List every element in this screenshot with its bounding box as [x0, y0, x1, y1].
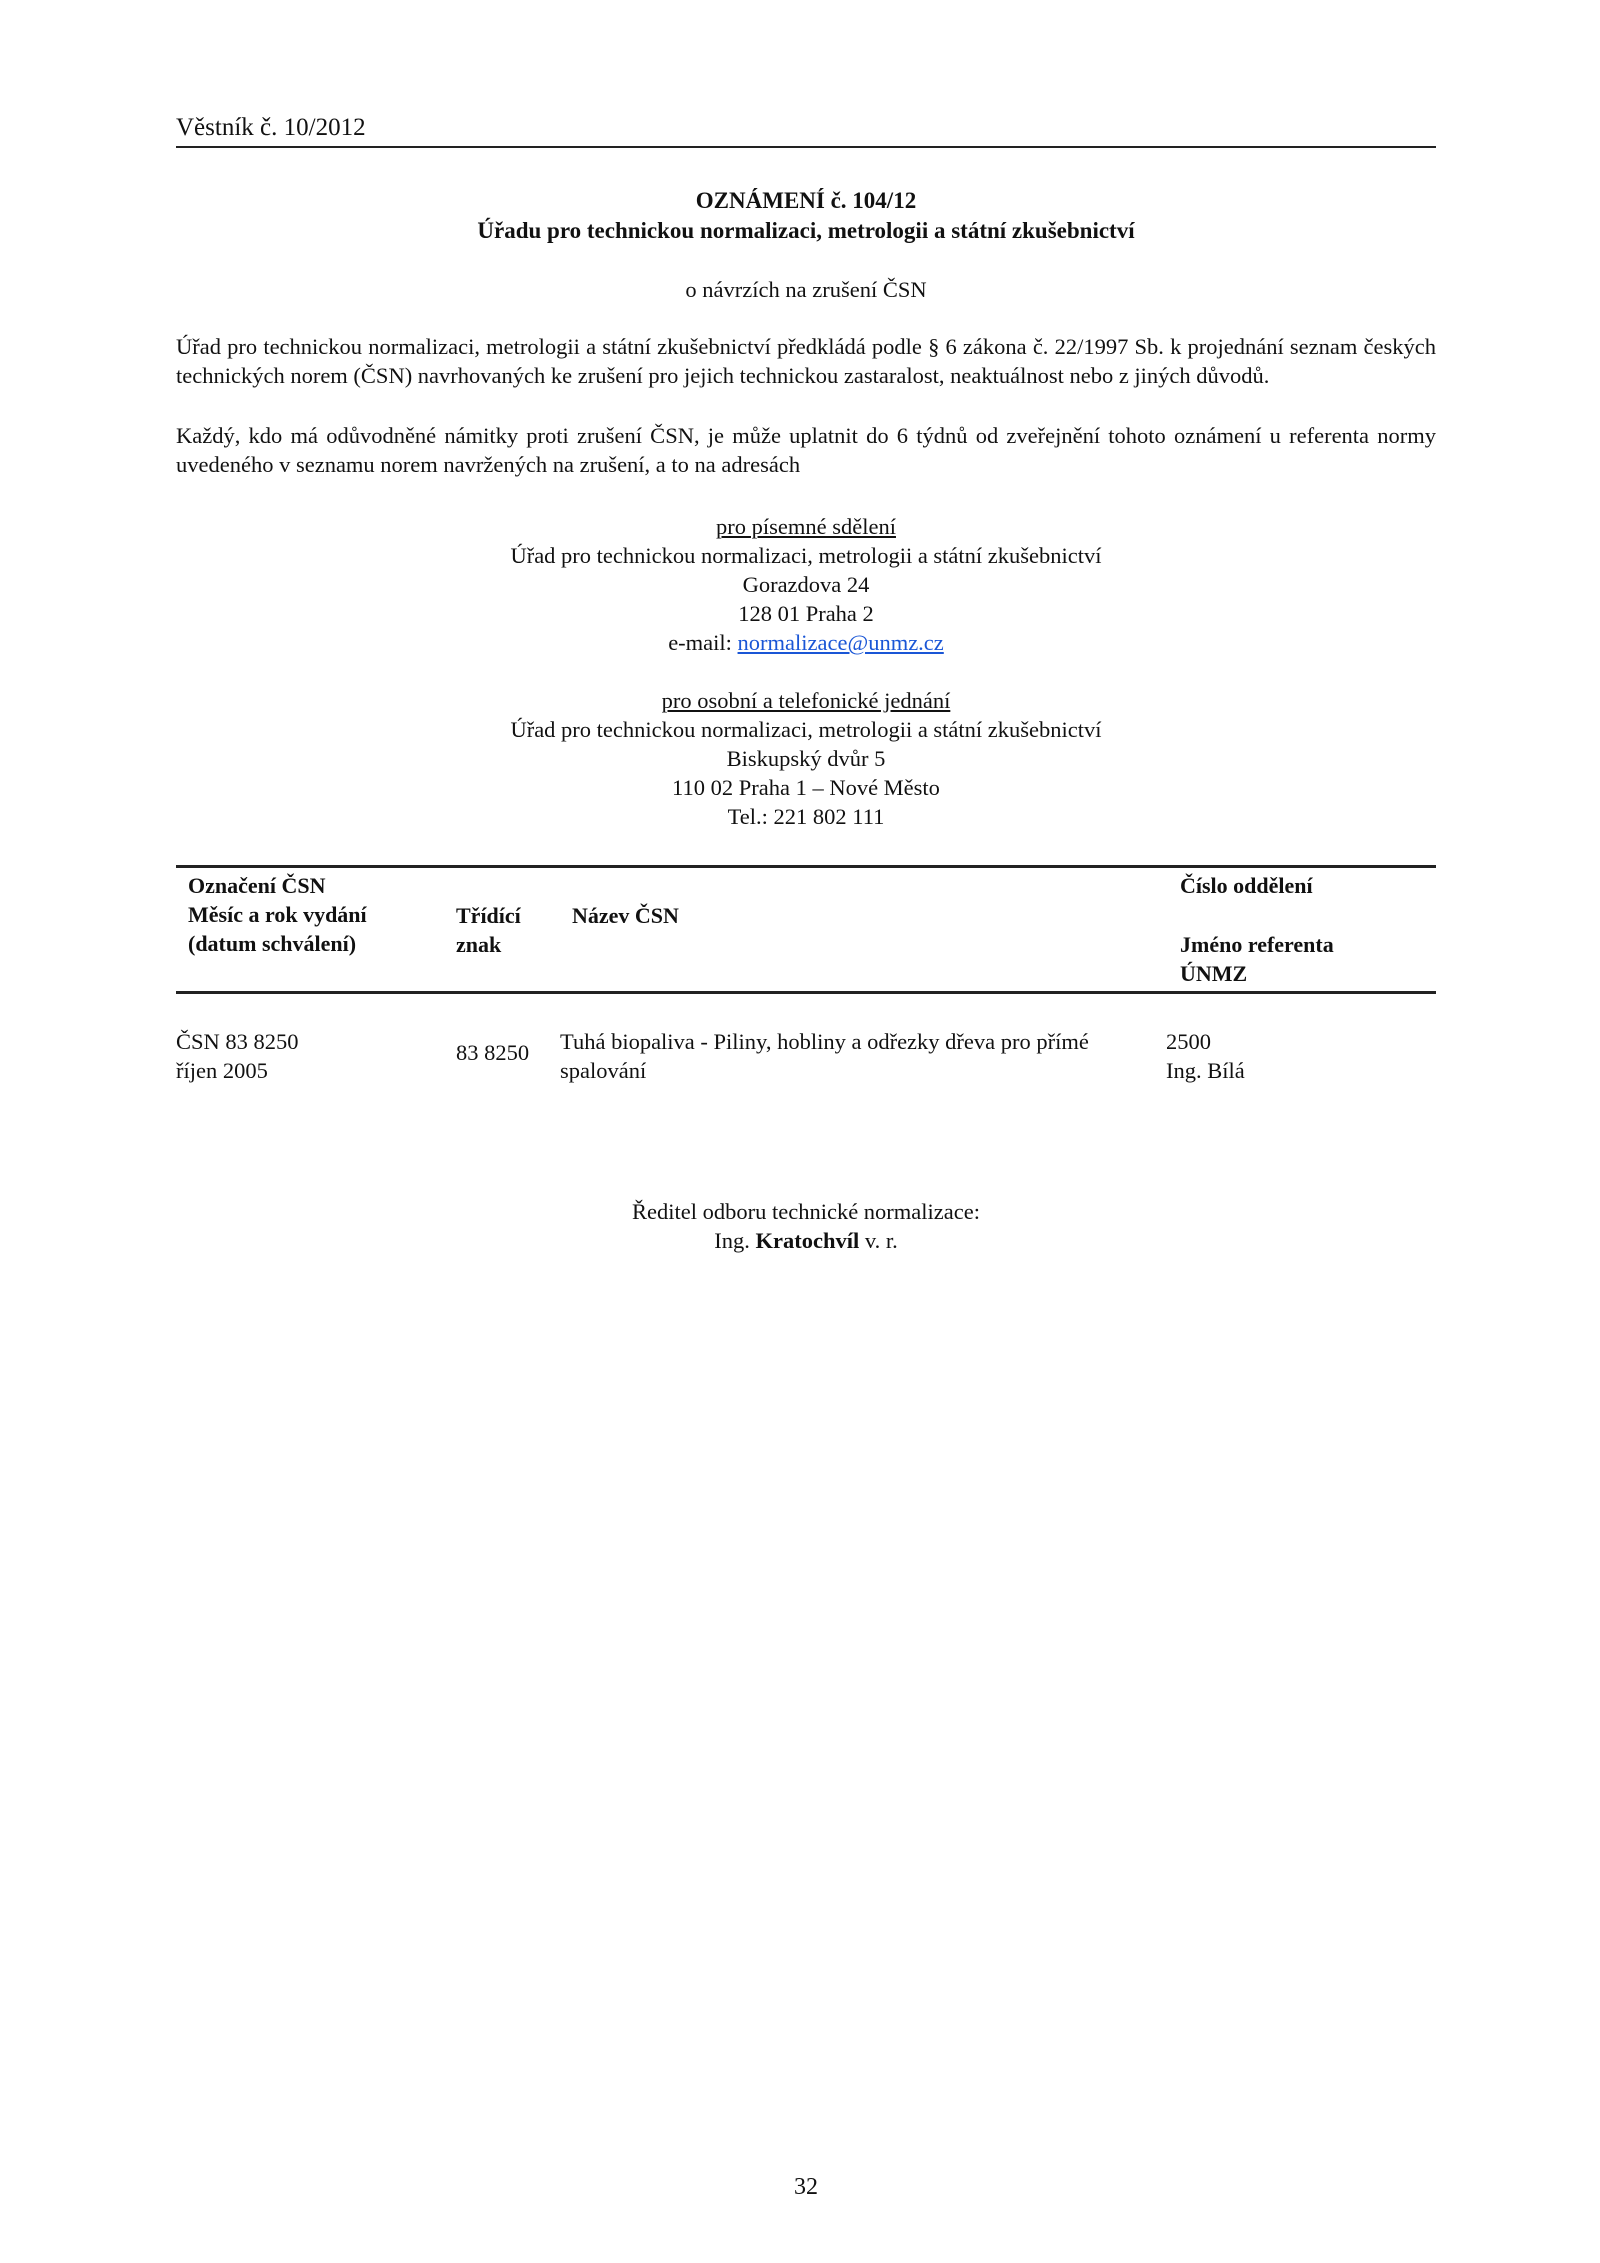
row-class-code: 83 8250 — [456, 1040, 530, 1065]
written-address-street: Gorazdova 24 — [742, 572, 870, 597]
personal-address-city: 110 02 Praha 1 – Nové Město — [672, 775, 940, 800]
header-designation: Označení ČSN — [188, 873, 326, 898]
written-address-org: Úřad pro technickou normalizaci, metrologii a státní zkušebnictví — [510, 543, 1102, 568]
personal-address-street: Biskupský dvůr 5 — [726, 746, 886, 771]
header-approval-date: (datum schválení) — [188, 931, 357, 956]
written-address-city: 128 01 Praha 2 — [738, 601, 874, 626]
header-unmz: ÚNMZ — [1180, 961, 1248, 986]
intro-paragraph: Úřad pro technickou normalizaci, metrologii a státní zkušebnictví předkládá podle § 6 zákona č. 22/1997 Sb. k projednání seznam českých technických norem (ČSN) navrhovaných ke zrušení pro jejich technickou zastaralost, neaktuálnost nebo z jiných důvodů. — [176, 334, 1436, 389]
written-address-email-row — [176, 628, 1436, 657]
row-dept-number: 2500 — [1166, 1029, 1211, 1054]
email-link[interactable]: normalizace@unmz.cz — [737, 630, 944, 655]
row-date: říjen 2005 — [176, 1058, 268, 1083]
personal-address-org: Úřad pro technickou normalizaci, metrologii a státní zkušebnictví — [510, 717, 1102, 742]
notice-title: OZNÁMENÍ č. 104/12 — [695, 188, 917, 213]
signature-role: Ředitel odboru technické normalizace: — [632, 1199, 980, 1224]
header-standard-name: Název ČSN — [572, 903, 679, 928]
notice-issuer: Úřadu pro technickou normalizaci, metrologii a státní zkušebnictví — [477, 218, 1135, 243]
signature-suffix: v. r. — [859, 1228, 898, 1253]
header-class-code-2: znak — [456, 932, 502, 957]
row-designation: ČSN 83 8250 — [176, 1029, 299, 1054]
notice-subtitle: o návrzích na zrušení ČSN — [685, 277, 927, 302]
written-address-heading: pro písemné sdělení — [716, 514, 896, 539]
email-label: e-mail: — [668, 630, 738, 655]
personal-address-heading: pro osobní a telefonické jednání — [661, 688, 951, 713]
header-referent-name: Jméno referenta — [1180, 932, 1334, 957]
signature-line — [176, 1226, 1436, 1255]
header-class-code-1: Třídící — [456, 903, 521, 928]
objection-paragraph: Každý, kdo má odůvodněné námitky proti zrušení ČSN, je může uplatnit do 6 týdnů od zveřejnění tohoto oznámení u referenta normy uvedeného v seznamu norem navržených na zrušení, a to na adresách — [176, 423, 1436, 478]
table-top-rule — [176, 865, 1436, 868]
signature-name: Kratochvíl — [755, 1228, 860, 1253]
header-issue-month: Měsíc a rok vydání — [188, 902, 367, 927]
header-dept-number: Číslo oddělení — [1180, 873, 1313, 898]
bulletin-title: Věstník č. 10/2012 — [176, 114, 366, 141]
page-number: 32 — [794, 2174, 818, 2200]
personal-address-phone: Tel.: 221 802 111 — [727, 804, 885, 829]
row-referent: Ing. Bílá — [1166, 1058, 1245, 1083]
table-header-rule — [176, 991, 1436, 994]
header-divider — [176, 146, 1436, 148]
row-standard-name: Tuhá biopaliva - Piliny, hobliny a odřezky dřeva pro přímé spalování — [560, 1029, 1089, 1083]
signature-prefix: Ing. — [714, 1228, 756, 1253]
